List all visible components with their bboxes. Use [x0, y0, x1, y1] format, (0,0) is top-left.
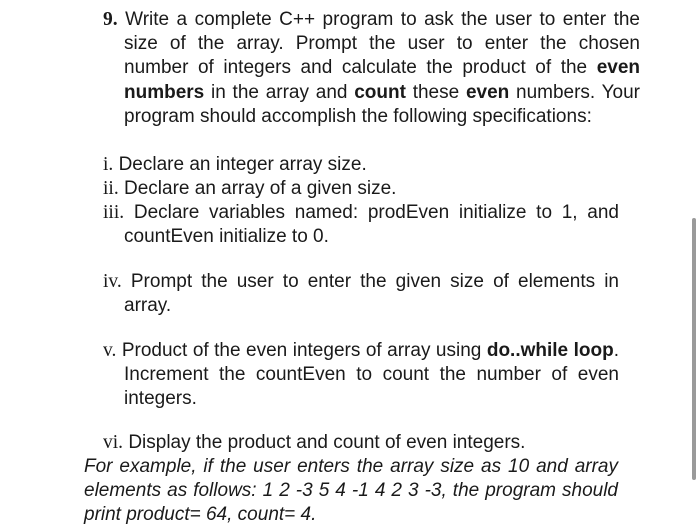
spec-v-numeral: v.	[103, 340, 117, 361]
spec-item-i	[103, 153, 619, 177]
spec-item-v	[103, 339, 619, 412]
spec-item-iv	[103, 270, 619, 318]
example-paragraph: For example, if the user enters the array size as 10 and array elements as follows: 1 2 -3 5 4 -1 4 2 3 -3, the program should print product= 64, count= 4.	[84, 456, 618, 526]
spec-iv-numeral: iv.	[103, 271, 122, 292]
question-intro-4: numbers. Your program should accomplish the following specifications:	[124, 81, 641, 127]
spec-v-text-1: Product of the even integers of array using	[116, 340, 487, 361]
spec-ii-text: Declare an array of a given size.	[118, 178, 397, 199]
spec-vi-numeral: vi.	[103, 432, 124, 453]
spec-vi-text: Display the product and count of even integers.	[123, 432, 526, 453]
vertical-scrollbar[interactable]	[692, 218, 696, 480]
spec-item-ii	[103, 177, 619, 201]
spec-iii-text: Declare variables named: prodEven initialize to 1, and countEven initialize to 0.	[124, 202, 619, 248]
spec-iv-text: Prompt the user to enter the given size of elements in array.	[121, 271, 619, 317]
spec-v-text-2: . Increment the countEven to count the number of even integers.	[124, 340, 619, 410]
spec-v-bold-do-while: do..while loop	[486, 340, 614, 361]
question-intro-3: these	[405, 81, 466, 103]
spec-ii-numeral: ii.	[103, 178, 119, 199]
question-bold-count: count	[354, 81, 406, 103]
question-bold-even-numbers: even numbers	[124, 57, 640, 103]
spec-item-vi	[103, 431, 619, 455]
question-bold-even: even	[465, 81, 510, 103]
question-number: 9.	[103, 9, 118, 30]
spec-item-iii	[103, 201, 619, 249]
spec-i-text: Declare an integer array size.	[113, 154, 367, 175]
spec-i-numeral: i.	[103, 154, 114, 175]
question-intro-2: in the array and	[204, 81, 355, 103]
spec-iii-numeral: iii.	[103, 202, 125, 223]
question-intro-1: Write a complete C++ program to ask the user to enter the size of the array. Prompt the user to enter the chosen number of integers and calculate the product of the	[117, 9, 640, 79]
question-9-paragraph	[103, 8, 640, 129]
